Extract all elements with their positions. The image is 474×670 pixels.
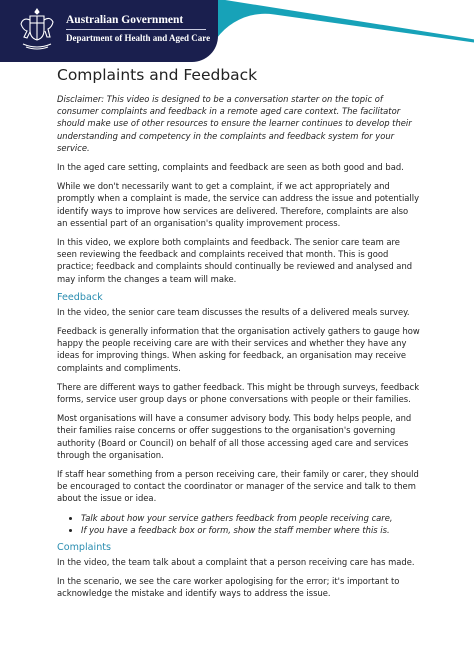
header-divider (66, 29, 206, 30)
complaints-heading: Complaints (57, 541, 112, 553)
feedback-bullet-list (57, 512, 421, 536)
intro-paragraph-2: While we don't necessarily want to get a complaint, if we act appropriately and promptly when a complaint is made, the service can address the issue and potentially identify ways to improve how services are delivered. Therefore, complaints are also an essential part of an organisation's quality improvement process. (57, 181, 420, 228)
feedback-paragraph-2: Feedback is generally information that the organisation actively gathers to gauge how happy the people receiving care are with their services and whether they have any ideas for improving things. When asking for feedback, an organisation may receive complaints and compliments. (57, 326, 420, 373)
feedback-paragraph-1: In the video, the senior care team discusses the results of a delivered meals survey. (57, 306, 410, 317)
list-item: • Talk about how your service gathers feedback from people receiving care, (81, 512, 421, 524)
intro-paragraph-1: In the aged care setting, complaints and feedback are seen as both good and bad. (57, 162, 404, 173)
list-item: • If you have a feedback box or form, show the staff member where this is. (81, 524, 421, 536)
department-name: Department of Health and Aged Care (66, 33, 211, 43)
disclaimer-paragraph: Disclaimer: This video is designed to be a conversation starter on the topic of consumer complaints and feedback in a remote aged care context. The facilitator should make use of other resources to ensure the learner continues to develop their understanding and competency in the complaints and feedback system for your service. (57, 94, 412, 153)
commonwealth-coat-of-arms-icon (17, 6, 57, 52)
intro-paragraph-3: In this video, we explore both complaints and feedback. The senior care team are seen reviewing the feedback and complaints received that month. This is good practice; feedback and complaints should continually be reviewed and analysed and may inform the changes a team will make. (57, 237, 413, 284)
feedback-paragraph-3: There are different ways to gather feedback. This might be through surveys, feedback forms, service user group days or phone conversations with people or their families. (57, 381, 420, 405)
australian-government-title: Australian Government (66, 14, 184, 26)
feedback-heading: Feedback (57, 291, 103, 303)
government-header-banner (0, 0, 474, 62)
document-body (57, 66, 421, 606)
feedback-paragraph-4: Most organisations will have a consumer advisory body. This body helps people, and their families raise concerns or offer suggestions to the organisation's governing authority (Board or Council) on behalf of all those accessing aged care and services through the organisation. (57, 413, 412, 460)
feedback-paragraph-5: If staff hear something from a person receiving care, their family or carer, they should be encouraged to contact the coordinator or manager of the service and talk to them about the issue or idea. (57, 469, 419, 504)
document-title: Complaints and Feedback (57, 66, 258, 84)
complaints-paragraph-2: In the scenario, we see the care worker apologising for the error; it's important to acknowledge the mistake and identify ways to address the issue. (57, 575, 400, 599)
complaints-paragraph-1: In the video, the team talk about a complaint that a person receiving care has made. (57, 556, 415, 567)
